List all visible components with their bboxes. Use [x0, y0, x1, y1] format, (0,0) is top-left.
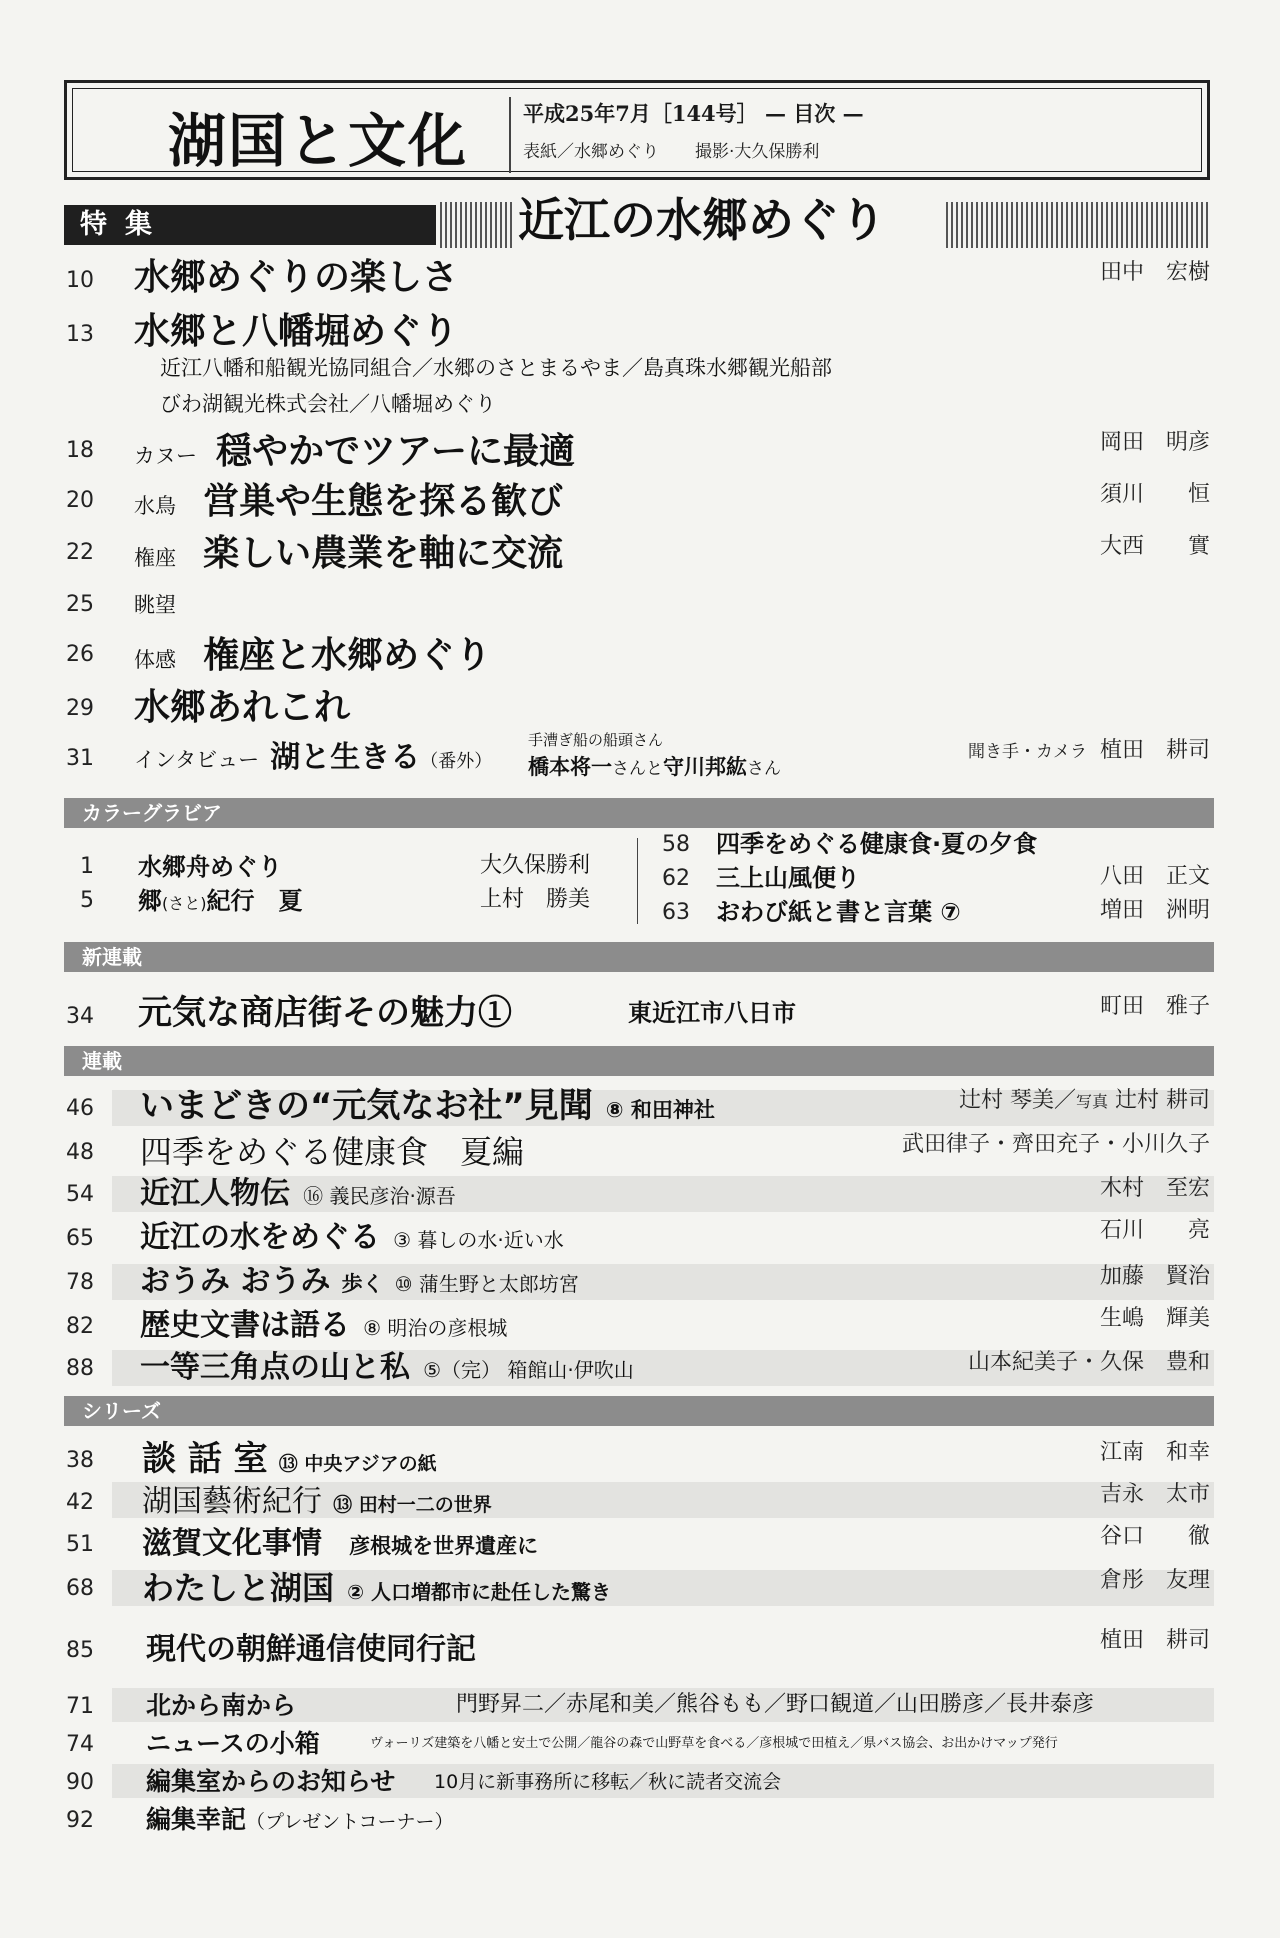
article-title[interactable]: 元気な商店街その魅力① [138, 993, 512, 1033]
article-subtitle: びわ湖観光株式会社／八幡堀めぐり [160, 392, 496, 416]
article-title[interactable]: 四季をめぐる健康食·夏の夕食 [716, 830, 1038, 858]
section-band-series [64, 1396, 1214, 1426]
author: 吉永 太市 [1099, 1482, 1210, 1507]
section-label: カラーグラビア [82, 801, 222, 825]
article-subtitle: 彦根城を世界遺産に [349, 1533, 539, 1558]
author: 木村 至宏 [1099, 1176, 1210, 1201]
cover-label: 表紙／水郷めぐり [523, 142, 659, 162]
article-subtitle: ⑧ 和田神社 [605, 1098, 715, 1122]
author: 加藤 賢治 [1099, 1264, 1210, 1289]
author: 谷口 徹 [1099, 1524, 1210, 1549]
author: 植田 耕司 [1099, 1628, 1210, 1653]
article-title[interactable]: 水郷めぐりの楽しさ [134, 256, 459, 298]
article-title[interactable]: 北から南から [146, 1691, 297, 1720]
article-subtitle: ⑯ 義民彦治·源吾 [303, 1184, 456, 1208]
section-band-gravure [64, 798, 1214, 828]
section-label: 新連載 [82, 945, 142, 969]
article-subtitle: ② 人口増都市に赴任した驚き [347, 1580, 612, 1604]
article-subtitle: ⑬ 田村一二の世界 [333, 1494, 492, 1516]
page-number: 62 [662, 866, 690, 891]
author: 町田 雅子 [1099, 994, 1210, 1019]
page-number: 92 [66, 1808, 94, 1833]
article-subtitle: ③ 暮しの水·近い水 [393, 1228, 564, 1252]
article-row[interactable] [146, 1802, 454, 1841]
guest-names [528, 752, 781, 784]
article-row[interactable] [140, 1260, 579, 1308]
page-number: 26 [66, 642, 94, 667]
page-number: 74 [66, 1732, 94, 1757]
article-title: 滋賀文化事情 [142, 1526, 322, 1561]
author: 倉彤 友理 [1099, 1568, 1210, 1593]
article-title: 歴史文書は語る [140, 1308, 350, 1343]
author: 大西 實 [1099, 534, 1210, 559]
article-row[interactable] [140, 1084, 715, 1134]
article-title: 営巣や生態を探る歓び [203, 480, 564, 522]
contributor-list: 門野昇二／赤尾和美／熊谷もも／野口観道／山田勝彦／長井泰彦 [456, 1692, 1095, 1717]
author: 大久保勝利 [480, 853, 591, 878]
page-number: 10 [66, 268, 94, 293]
guest-name: 橋本将一 [528, 755, 612, 779]
author-credit [959, 1086, 1210, 1117]
article-row[interactable] [142, 1522, 538, 1570]
author: 武田律子・齊田充子・小川久子 [901, 1132, 1210, 1157]
photo-credit: 撮影·大久保勝利 [695, 142, 820, 162]
hatch-decoration-right [946, 202, 1210, 248]
author: 辻村 耕司 [1108, 1088, 1210, 1113]
article-title: 紀行 夏 [206, 887, 303, 915]
author: 石川 亮 [1099, 1218, 1210, 1243]
article-row[interactable] [140, 1346, 634, 1394]
page-number: 22 [66, 540, 94, 565]
article-row[interactable] [134, 478, 563, 531]
author: 江南 和幸 [1099, 1440, 1210, 1465]
author: 辻村 琴美／ [958, 1088, 1076, 1113]
author-credit [968, 736, 1210, 767]
article-title[interactable]: 水郷舟めぐり [138, 853, 282, 881]
article-title: 湖と生きる [270, 740, 421, 775]
article-row[interactable] [140, 1172, 456, 1220]
credit-role: 写真 [1075, 1092, 1108, 1111]
page-number: 71 [66, 1694, 94, 1719]
page-number: 68 [66, 1576, 94, 1601]
issue-info: 平成25年7月［144号］ — 目次 — [523, 101, 864, 126]
article-title: おうみ おうみ [140, 1264, 331, 1299]
interview-row[interactable] [134, 738, 492, 782]
page-number: 88 [66, 1356, 94, 1381]
article-row[interactable] [142, 1566, 611, 1616]
notice-summary: 10月に新事務所に移転／秋に読者交流会 [434, 1771, 782, 1793]
article-note: （番外） [420, 751, 493, 772]
article-title: 談 話 室 [142, 1439, 268, 1479]
page-number: 65 [66, 1226, 94, 1251]
page-number: 82 [66, 1314, 94, 1339]
article-subtitle: ⑤（完） 箱館山·伊吹山 [423, 1358, 634, 1382]
article-title[interactable]: おわび紙と書と言葉 ⑦ [716, 898, 961, 926]
author: 増田 洲明 [1099, 898, 1210, 923]
article-title: 権座と水郷めぐり [203, 634, 492, 676]
article-title[interactable]: 水郷あれこれ [134, 686, 351, 728]
author: 八田 正文 [1099, 864, 1210, 889]
page-number: 51 [66, 1532, 94, 1557]
author: 生嶋 輝美 [1099, 1306, 1210, 1331]
article-title: 一等三角点の山と私 [140, 1350, 410, 1385]
article-row[interactable] [134, 530, 563, 583]
article-title: わたしと湖国 [142, 1569, 335, 1607]
article-title[interactable]: 四季をめぐる健康食 夏編 [140, 1133, 525, 1171]
masthead-inner [72, 88, 1202, 175]
article-row[interactable] [134, 428, 575, 481]
page-number: 13 [66, 322, 94, 347]
guest-suffix: さんと [612, 759, 663, 779]
article-subtitle: ⑬ 中央アジアの紙 [278, 1453, 437, 1475]
cover-credit [523, 139, 819, 165]
hatch-decoration-left [440, 202, 512, 248]
author: 植田 耕司 [1099, 738, 1210, 763]
page-number: 54 [66, 1182, 94, 1207]
page-number: 38 [66, 1448, 94, 1473]
feature-label: 特集 [80, 209, 170, 240]
page-number: 46 [66, 1096, 94, 1121]
article-row[interactable] [142, 1480, 492, 1528]
magazine-title: 湖国と文化 [168, 107, 469, 175]
article-category: インタビュー [134, 748, 260, 772]
article-title-suffix: 歩く [341, 1272, 384, 1296]
page-number: 42 [66, 1490, 94, 1515]
guest-name: 守川邦紘 [663, 755, 747, 779]
article-category: 体感 [134, 648, 176, 672]
page-number: 29 [66, 696, 94, 721]
credit-role: 聞き手・カメラ [967, 742, 1087, 762]
article-title: 近江人物伝 [140, 1176, 290, 1211]
section-label: 連載 [82, 1049, 122, 1073]
article-title[interactable]: ニュースの小箱 [146, 1729, 320, 1758]
page-number: 63 [662, 900, 690, 925]
article-title: いまどきの“元気なお社”見聞 [140, 1086, 593, 1126]
page-number: 34 [66, 1004, 94, 1029]
article-row[interactable] [140, 1304, 507, 1352]
author: 須川 恒 [1099, 482, 1210, 507]
page-number: 1 [80, 854, 94, 879]
article-subtitle: 近江八幡和船観光協同組合／水郷のさとまるやま／島真珠水郷観光船部 [160, 356, 832, 380]
article-title: 近江の水をめぐる [140, 1220, 380, 1255]
article-category: カヌー [134, 444, 197, 468]
column-divider [637, 838, 638, 924]
guest-role: 手漕ぎ船の船頭さん [528, 731, 664, 749]
page-number: 31 [66, 746, 94, 771]
page-number: 20 [66, 488, 94, 513]
page-number: 58 [662, 832, 690, 857]
masthead-divider [509, 97, 511, 173]
article-title: 楽しい農業を軸に交流 [203, 532, 564, 574]
guest-suffix: さん [747, 759, 781, 779]
article-subtitle: （プレゼントコーナー） [246, 1811, 454, 1833]
page-number: 48 [66, 1140, 94, 1165]
article-title: 郷 [138, 887, 162, 915]
section-label: シリーズ [82, 1399, 161, 1423]
article-row[interactable] [134, 632, 491, 685]
article-title[interactable]: 水郷と八幡堀めぐり [134, 310, 459, 352]
article-category[interactable]: 眺望 [134, 593, 176, 617]
article-title: 湖国藝術紀行 [142, 1484, 322, 1519]
article-subtitle: ⑧ 明治の彦根城 [363, 1316, 508, 1340]
author: 田中 宏樹 [1099, 260, 1210, 285]
article-row[interactable] [140, 1216, 564, 1264]
news-summary: ヴォーリズ建築を八幡と安土で公開／龍谷の森で山野草を食べる／彦根城で田植え／県バス協会、お出かけマップ発行 [370, 1736, 1058, 1751]
article-category: 権座 [134, 546, 176, 570]
article-ruby: (さと) [162, 894, 207, 913]
article-subtitle: 東近江市八日市 [628, 999, 796, 1027]
section-band-new-serial [64, 942, 1214, 972]
page-number: 90 [66, 1770, 94, 1795]
page-number: 18 [66, 438, 94, 463]
page-number: 78 [66, 1270, 94, 1295]
author: 岡田 明彦 [1099, 430, 1210, 455]
article-title[interactable]: 編集室からのお知らせ [146, 1767, 396, 1796]
author: 上村 勝美 [480, 887, 591, 912]
page-number: 25 [66, 592, 94, 617]
page-number: 85 [66, 1638, 94, 1663]
article-row[interactable] [138, 884, 303, 921]
article-title[interactable]: 三上山風便り [716, 864, 860, 892]
section-band-serial [64, 1046, 1214, 1076]
author: 山本紀美子・久保 豊和 [967, 1350, 1210, 1375]
article-title: 編集幸記 [146, 1805, 247, 1834]
masthead-box [64, 80, 1210, 180]
article-title[interactable]: 現代の朝鮮通信使同行記 [146, 1632, 476, 1667]
page-number: 5 [80, 888, 94, 913]
article-subtitle: ⑩ 蒲生野と太郎坊宮 [394, 1272, 579, 1296]
article-category: 水鳥 [134, 494, 176, 518]
article-title: 穏やかでツアーに最適 [216, 430, 576, 472]
feature-title: 近江の水郷めぐり [518, 193, 886, 247]
